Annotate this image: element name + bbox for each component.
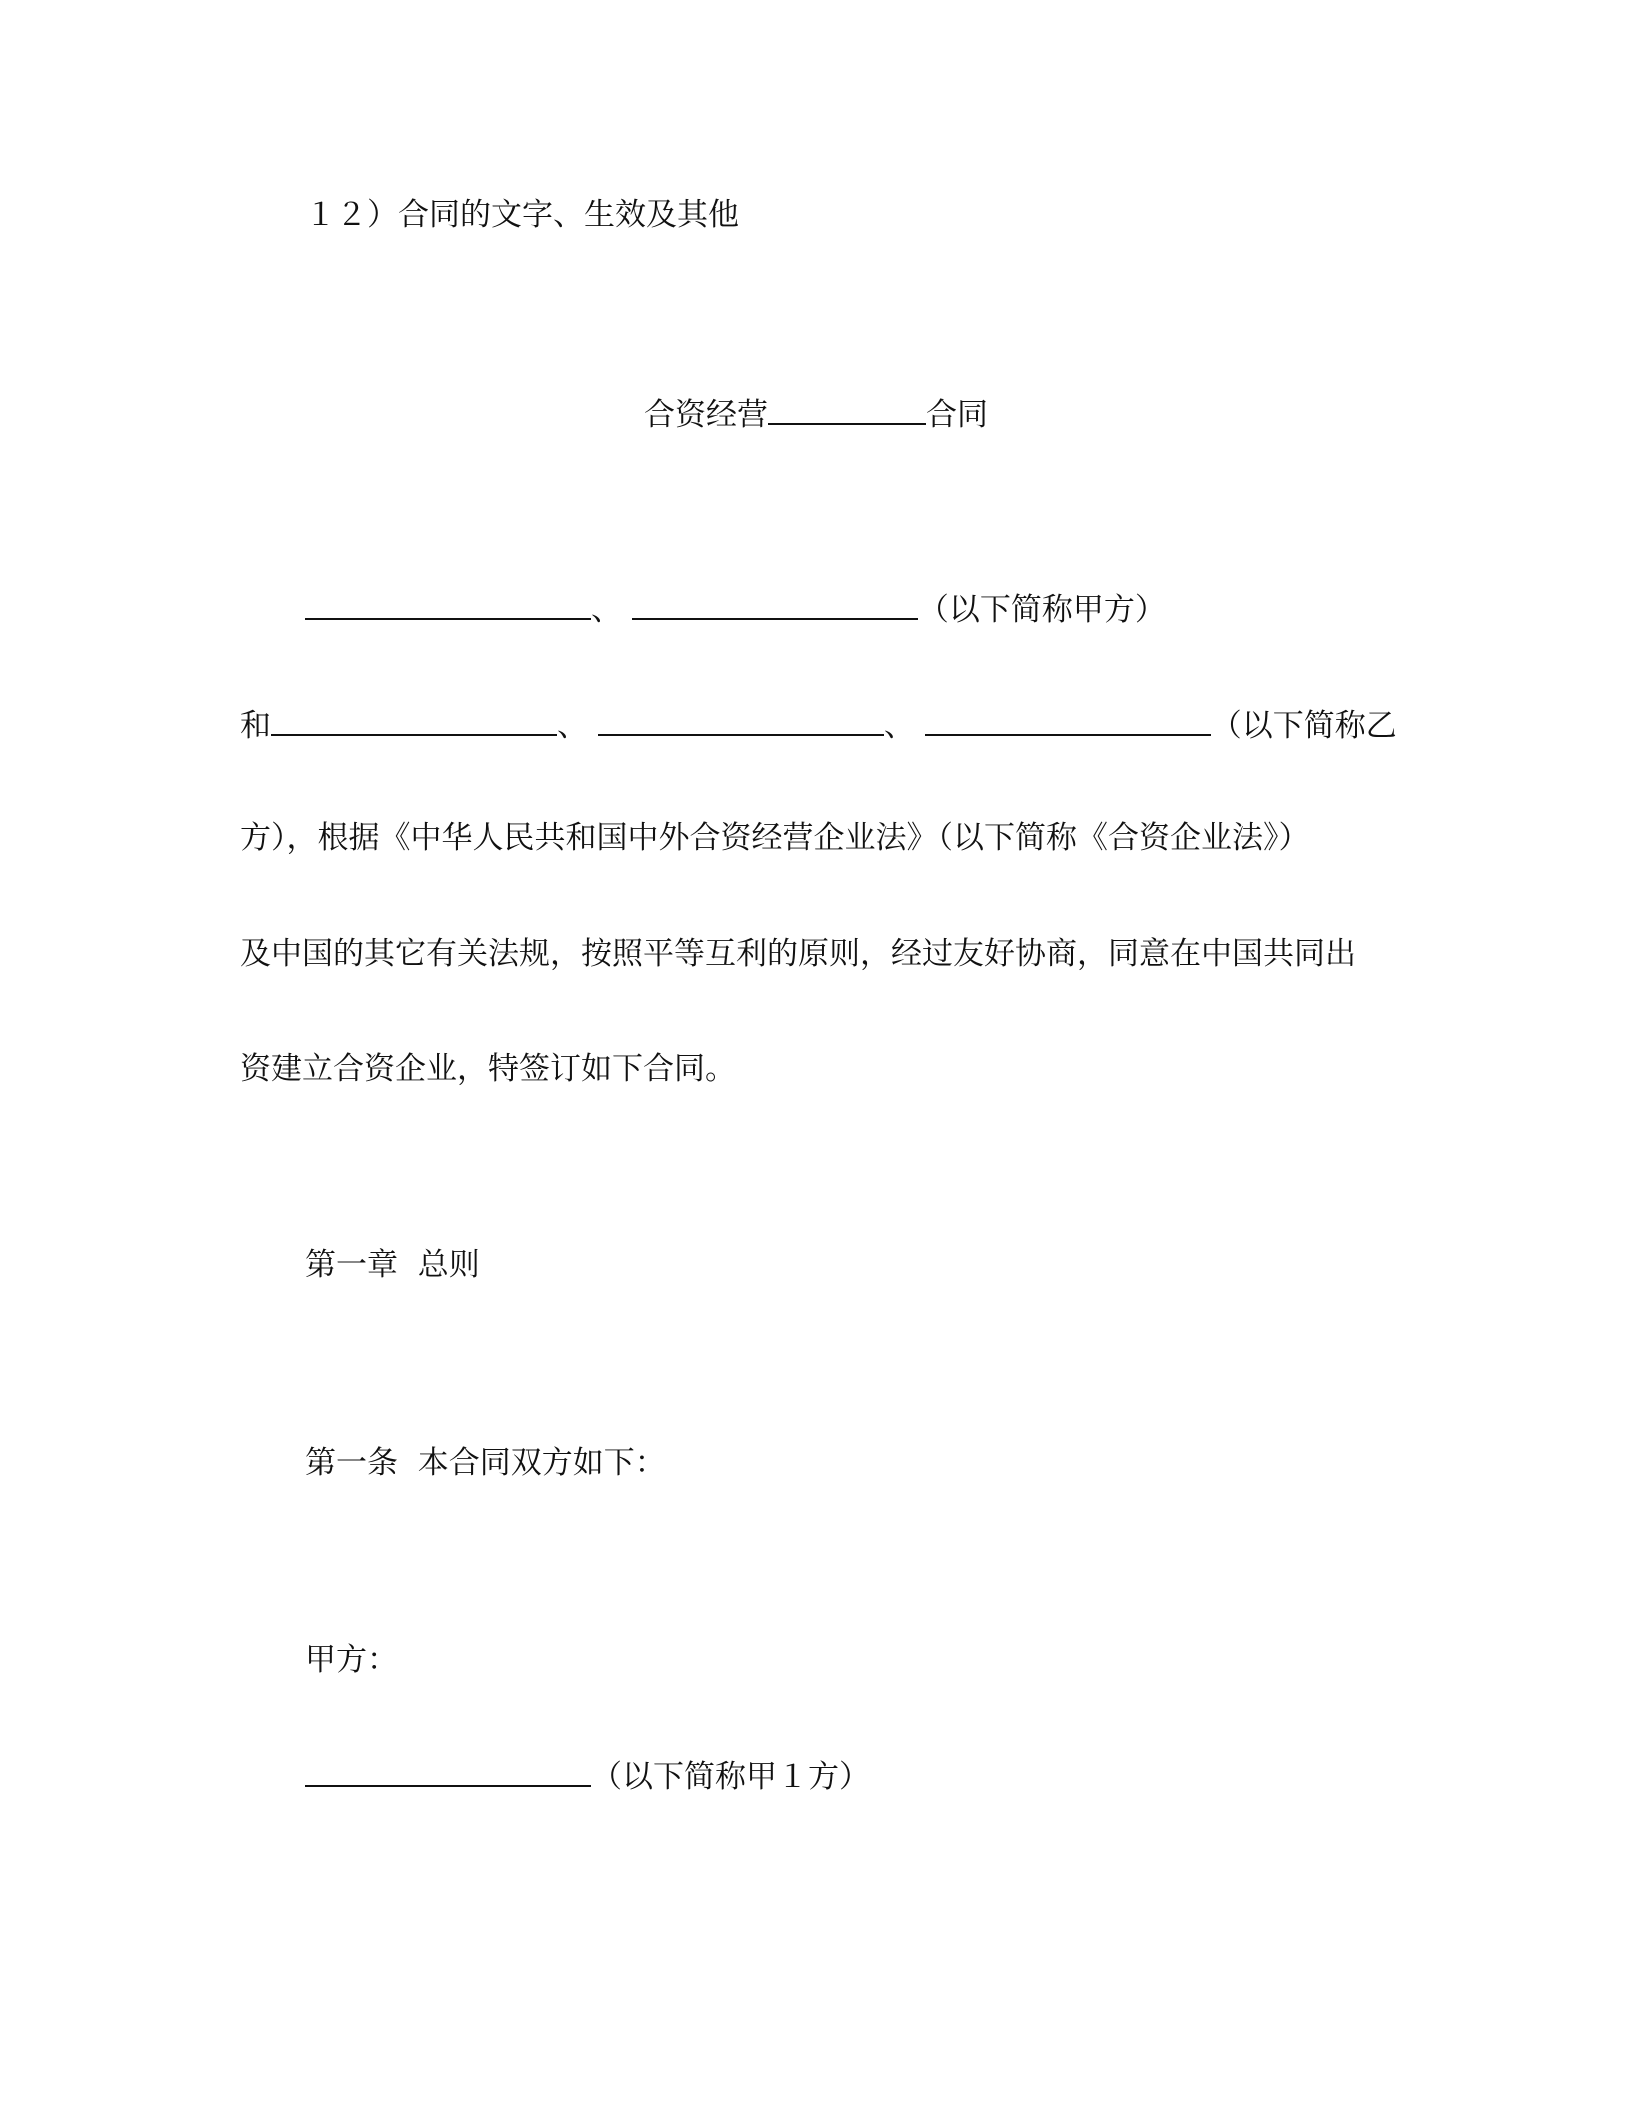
preamble-line-3: 方），根据《中华人民共和国中外合资经营企业法》（以下简称《合资企业法》）: [240, 820, 1310, 856]
preamble-line-2: [240, 704, 1397, 746]
party-a-blank-1[interactable]: [305, 588, 591, 620]
party-a-label: 甲方：: [305, 1642, 398, 1678]
preamble-line-2-tail: （以下简称乙: [1210, 708, 1397, 744]
chapter-heading: 第一章 总则: [305, 1247, 480, 1283]
preamble-line-5: 资建立合资企业，特签订如下合同。: [240, 1051, 736, 1087]
preamble-line-1-tail: （以下简称甲方）: [917, 592, 1166, 628]
title-blank[interactable]: [768, 393, 926, 425]
preamble-separator: 、: [883, 708, 915, 744]
party-b-blank-3[interactable]: [925, 704, 1211, 736]
title-prefix: 合资经营: [644, 397, 768, 433]
party-a1-blank[interactable]: [305, 1755, 591, 1787]
party-a-blank-2[interactable]: [632, 588, 918, 620]
section-heading: １２）合同的文字、生效及其他: [305, 197, 739, 233]
preamble-separator: 、: [591, 592, 622, 628]
article-heading: 第一条 本合同双方如下：: [305, 1445, 666, 1481]
party-b-blank-2[interactable]: [598, 704, 884, 736]
title-suffix: 合同: [926, 397, 988, 433]
preamble-separator: 、: [557, 708, 588, 744]
preamble-line-2-head: 和: [240, 708, 271, 744]
preamble-line-4: 及中国的其它有关法规，按照平等互利的原则，经过友好协商，同意在中国共同出: [240, 936, 1356, 972]
preamble-line-1: [305, 588, 1166, 630]
party-a1-line: [305, 1755, 870, 1797]
party-b-blank-1[interactable]: [271, 704, 557, 736]
party-a1-tail: （以下简称甲１方）: [591, 1759, 870, 1795]
contract-title: [0, 393, 1632, 435]
